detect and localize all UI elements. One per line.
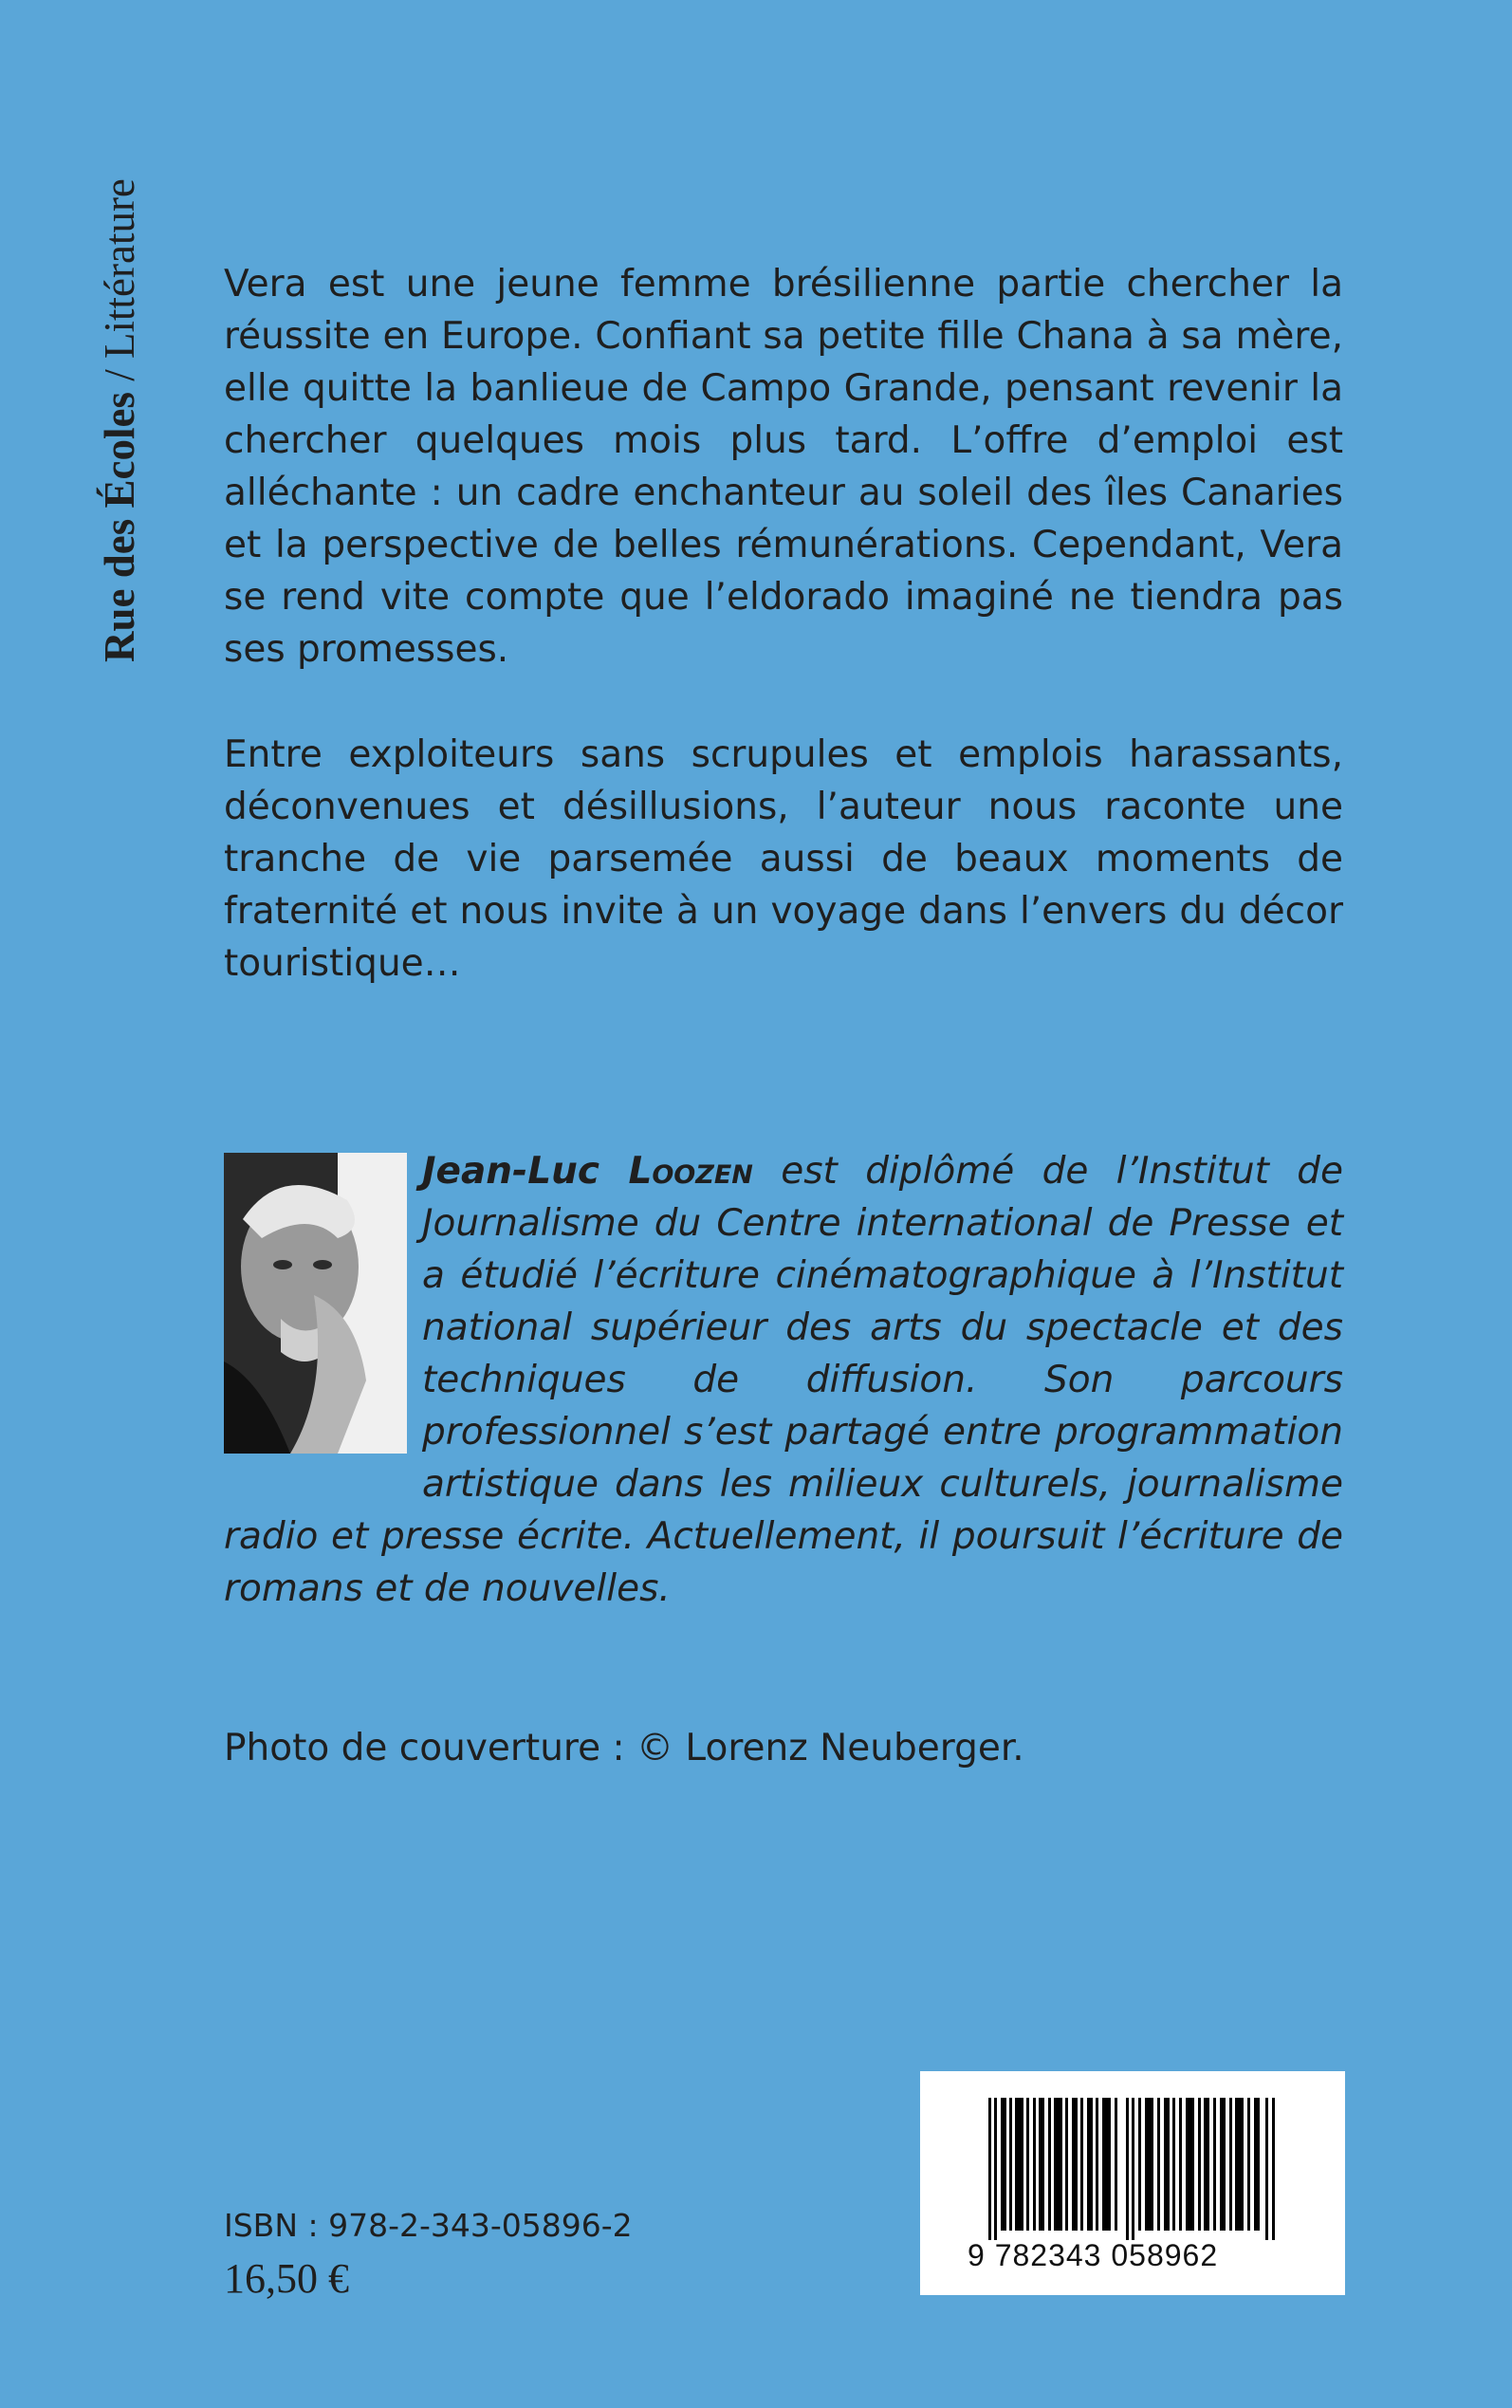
author-bio-text: est diplômé de l’Institut de Journalisme du Centre international de Presse et a étudié l’écriture cinématographique à l’Institut national supérieur des arts du spectacle et des techniques de diffusion. Son parcours professionnel s’est partagé entre programmation artistique dans les milieux culturels, journalisme radio et presse écrite. Actuellement, il poursuit l’écriture de romans et de nouvelles. <box>224 1150 1343 1610</box>
author-portrait-image <box>224 1153 407 1454</box>
author-bio-section <box>224 1145 1343 1615</box>
collection-category: Littérature <box>96 178 143 359</box>
barcode-digits: 9 782343 058962 <box>968 2238 1219 2272</box>
spine-title <box>95 178 144 662</box>
synopsis-paragraph-1: Vera est une jeune femme brésilienne partie chercher la réussite en Europe. Confiant sa petite fille Chana à sa mère, elle quitte la banlieue de Campo Grande, pensant revenir la chercher quelques mois plus tard. L’offre d’emploi est alléchante : un cadre enchanteur au soleil des îles Canaries et la perspective de belles rémunérations. Cependant, Vera se rend vite compte que l’eldorado imaginé ne tiendra pas ses promesses. <box>224 263 1343 671</box>
isbn: ISBN : 978-2-343-05896-2 <box>224 2207 633 2244</box>
price: 16,50 € <box>224 2255 349 2302</box>
author-photo <box>224 1153 407 1454</box>
author-first-name: Jean-Luc <box>422 1150 629 1193</box>
collection-name: Rue des Écoles <box>96 392 143 662</box>
spine-separator: / <box>96 358 143 392</box>
barcode-bars <box>988 2098 1277 2240</box>
barcode <box>920 2071 1345 2295</box>
photo-credit: Photo de couverture : © Lorenz Neuberger. <box>224 1727 1024 1769</box>
synopsis-paragraph-2: Entre exploiteurs sans scrupules et emplois harassants, déconvenues et désillusions, l’auteur nous raconte une tranche de vie parsemée aussi de beaux moments de fraternité et nous invite à un voyage dans l’envers du décor touristique… <box>224 733 1343 985</box>
author-last-name: Loozen <box>628 1150 753 1193</box>
